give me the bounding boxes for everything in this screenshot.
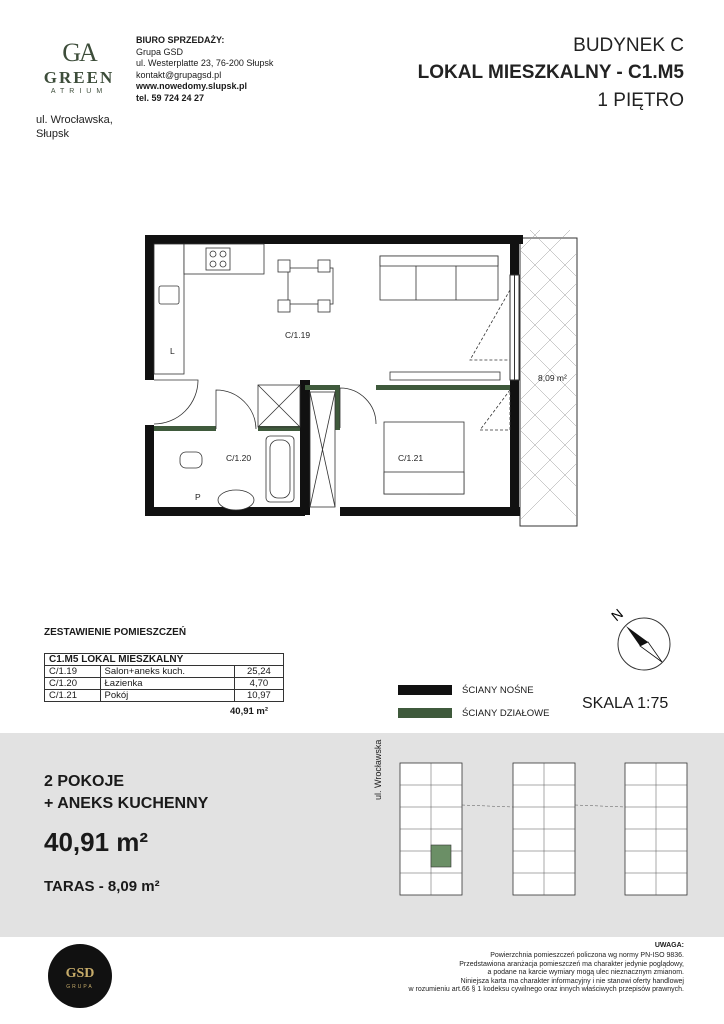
legend-swatch-partition xyxy=(398,708,452,718)
dining-set xyxy=(278,260,333,312)
street-label: ul. Wrocławska xyxy=(373,739,383,800)
sofa xyxy=(380,256,498,300)
table-row xyxy=(45,690,284,702)
note xyxy=(384,952,684,995)
gsd-logo-sub: GRUPA xyxy=(66,984,94,990)
summary-title: ZESTAWIENIE POMIESZCZEŃ xyxy=(44,627,187,638)
note-line: a podane na karcie wymiary mogą ulec nieznacznym zmianom. xyxy=(487,969,684,977)
room-code: C/1.21 xyxy=(45,690,101,702)
floor-plan xyxy=(140,230,590,530)
label-room: C/1.21 xyxy=(398,453,424,463)
logo-name: GREEN xyxy=(43,68,115,87)
label-p: P xyxy=(195,492,201,502)
room-name: Łazienka xyxy=(100,678,234,690)
floor-title: 1 PIĘTRO xyxy=(597,90,684,111)
total-area: 40,91 m² xyxy=(44,827,149,857)
label-bathroom: C/1.20 xyxy=(226,453,252,463)
room-area: 25,24 xyxy=(234,666,283,678)
logo-subname: ATRIUM xyxy=(50,88,108,95)
legend-swatch-load-bearing xyxy=(398,685,452,695)
note-line: w rozumieniu art.66 § 1 kodeksu cywilnego oraz innych właściwych przepisów prawnych. xyxy=(408,986,684,994)
rooms-table xyxy=(44,653,284,702)
rooms-count xyxy=(44,771,208,815)
sales-heading: BIURO SPRZEDAŻY: xyxy=(136,35,225,45)
room-area: 10,97 xyxy=(234,690,283,702)
compass xyxy=(600,598,680,678)
rooms-table-heading: C1.M5 LOKAL MIESZKALNY xyxy=(45,654,284,666)
legend-load-bearing: ŚCIANY NOŚNE xyxy=(462,685,534,696)
sales-address: ul. Westerplatte 23, 76-200 Słupsk xyxy=(136,58,274,68)
note-title: UWAGA: xyxy=(654,942,684,949)
label-terrace-area: 8,09 m² xyxy=(538,373,567,383)
tv-stand xyxy=(390,372,500,380)
sales-email[interactable]: kontakt@grupagsd.pl xyxy=(136,69,222,80)
room-area: 4,70 xyxy=(234,678,283,690)
note-line: Niniejsza karta ma charakter informacyjny i nie stanowi oferty handlowej xyxy=(460,977,684,985)
sales-office xyxy=(136,35,273,104)
label-l: L xyxy=(170,346,175,356)
room-code: C/1.20 xyxy=(45,678,101,690)
compass-north-label: N xyxy=(607,605,627,625)
sales-phone: tel. 59 724 24 27 xyxy=(136,92,205,103)
sales-website[interactable]: www.nowedomy.slupsk.pl xyxy=(136,81,248,91)
site-plan xyxy=(385,755,695,905)
unit-highlight xyxy=(431,845,451,867)
bed xyxy=(384,422,464,494)
unit-title: LOKAL MIESZKALNY - C1.M5 xyxy=(417,62,684,83)
gsd-logo-text: GSD xyxy=(65,966,95,981)
table-row xyxy=(45,678,284,690)
summary-total: 40,91 m² xyxy=(230,706,269,717)
note-line: Powierzchnia pomieszczeń policzona wg normy PN-ISO 9836. xyxy=(490,952,684,959)
label-salon: C/1.19 xyxy=(285,330,311,340)
rooms-line-2: + ANEKS KUCHENNY xyxy=(44,795,209,812)
scale-label: SKALA 1:75 xyxy=(582,695,669,712)
terrace-area: TARAS - 8,09 m² xyxy=(44,878,160,895)
doors xyxy=(154,290,510,430)
rooms-line-1: 2 POKOJE xyxy=(44,773,125,790)
note-line: Przedstawiona aranżacja pomieszczeń ma charakter jedynie poglądowy, xyxy=(459,960,684,968)
table-row xyxy=(45,666,284,678)
room-name: Pokój xyxy=(100,690,234,702)
location-street: ul. Wrocławska, xyxy=(36,114,113,126)
legend-partition: ŚCIANY DZIAŁOWE xyxy=(462,708,550,719)
building-title: BUDYNEK C xyxy=(573,35,684,56)
location-city: Słupsk xyxy=(36,128,70,140)
room-code: C/1.19 xyxy=(45,666,101,678)
logo-monogram: GA xyxy=(62,38,96,67)
room-name: Salon+aneks kuch. xyxy=(100,666,234,678)
sales-company: Grupa GSD xyxy=(136,46,184,57)
